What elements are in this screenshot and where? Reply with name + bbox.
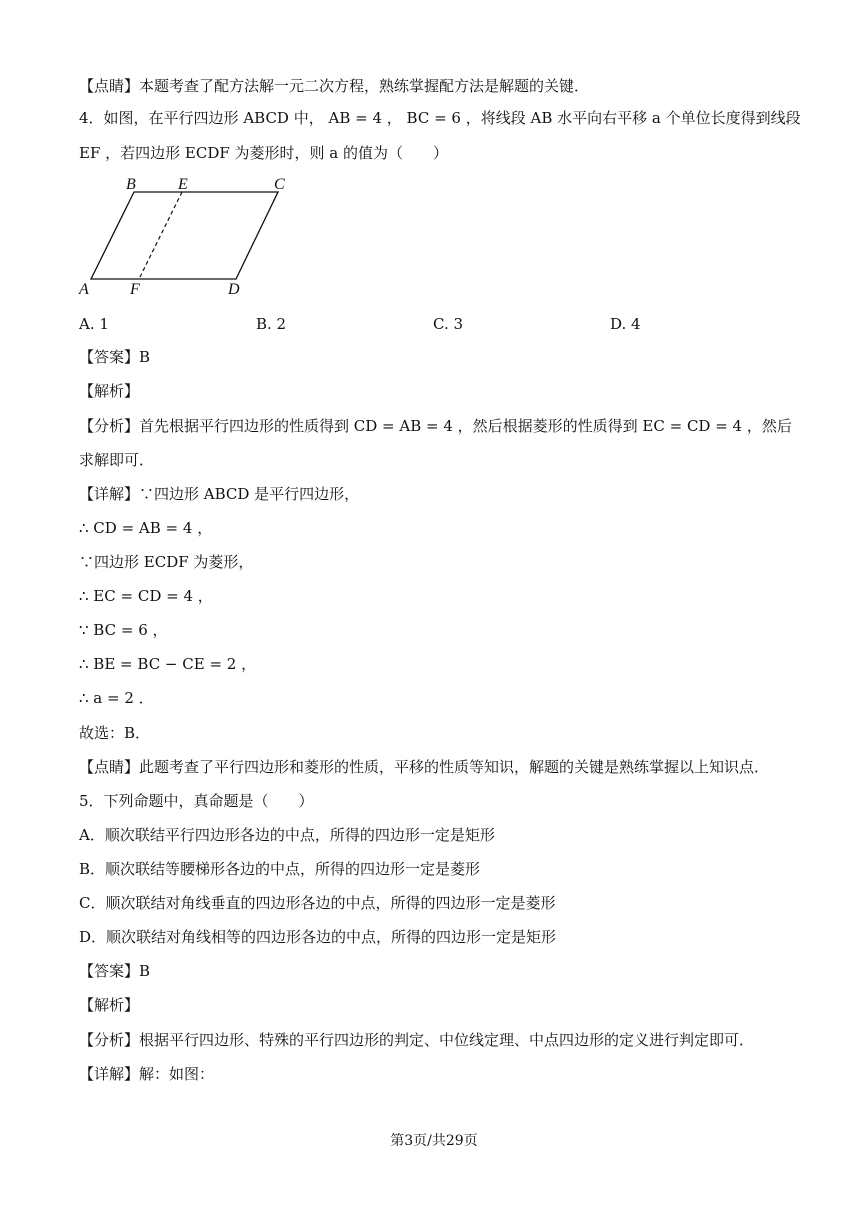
page-number: 第3页/共29页 xyxy=(390,1133,478,1149)
question-5-option-a: A．顺次联结平行四边形各边的中点，所得的四边形一定是矩形 xyxy=(79,826,495,844)
detail-4-step-7: ∴ a = 2 ． xyxy=(79,689,154,707)
note-4: 【点睛】此题考查了平行四边形和菱形的性质，平移的性质等知识，解题的关键是熟练掌握以上知识点． xyxy=(79,758,770,776)
label-b: B xyxy=(126,176,136,193)
question-4-line-1: 4．如图，在平行四边形 ABCD 中， AB = 4 ， BC = 6 ，将线段 AB 水平向右平移 a 个单位长度得到线段 xyxy=(79,109,801,127)
analysis-5-heading: 【解析】 xyxy=(79,996,140,1014)
segment-ef xyxy=(139,192,182,279)
label-c: C xyxy=(274,176,285,193)
choice-4: 故选：B． xyxy=(79,724,151,742)
detail-4-step-1: 【详解】∵四边形 ABCD 是平行四边形， xyxy=(79,485,360,503)
option-a: A. 1 xyxy=(79,315,109,333)
option-d: D. 4 xyxy=(610,315,641,333)
question-5-option-b: B．顺次联结等腰梯形各边的中点，所得的四边形一定是菱形 xyxy=(79,860,481,878)
detail-4-step-3: ∵四边形 ECDF 为菱形， xyxy=(79,553,254,571)
question-4-line-2: EF ，若四边形 ECDF 为菱形时，则 a 的值为（ ） xyxy=(79,144,449,162)
option-b: B. 2 xyxy=(256,315,287,333)
analysis-4-line-2: 求解即可． xyxy=(79,451,155,469)
note-line: 【点睛】本题考查了配方法解一元二次方程，熟练掌握配方法是解题的关键． xyxy=(79,77,590,95)
label-d: D xyxy=(228,281,240,298)
parallelogram-abcd xyxy=(91,192,278,279)
detail-4-step-5: ∵ BC = 6 ， xyxy=(79,621,168,639)
detail-5: 【详解】解：如图： xyxy=(79,1065,215,1083)
label-f: F xyxy=(130,281,140,298)
analysis-5: 【分析】根据平行四边形、特殊的平行四边形的判定、中位线定理、中点四边形的定义进行判定即可． xyxy=(79,1031,755,1049)
analysis-4-heading: 【解析】 xyxy=(79,382,140,400)
option-c: C. 3 xyxy=(433,315,464,333)
question-5: 5．下列命题中，真命题是（ ） xyxy=(79,792,314,810)
answer-4: 【答案】B xyxy=(79,348,151,366)
label-e: E xyxy=(178,176,188,193)
label-a: A xyxy=(79,281,89,298)
parallelogram-figure xyxy=(76,172,296,302)
detail-4-step-4: ∴ EC = CD = 4 ， xyxy=(79,587,213,605)
question-5-option-c: C．顺次联结对角线垂直的四边形各边的中点，所得的四边形一定是菱形 xyxy=(79,894,556,912)
question-5-option-d: D．顺次联结对角线相等的四边形各边的中点，所得的四边形一定是矩形 xyxy=(79,928,557,946)
detail-4-step-6: ∴ BE = BC − CE = 2 ， xyxy=(79,655,257,673)
detail-4-step-2: ∴ CD = AB = 4 ， xyxy=(79,519,213,537)
analysis-4-line-1: 【分析】首先根据平行四边形的性质得到 CD = AB = 4 ，然后根据菱形的性质得到 EC = CD = 4 ，然后 xyxy=(79,417,792,435)
answer-5: 【答案】B xyxy=(79,962,151,980)
